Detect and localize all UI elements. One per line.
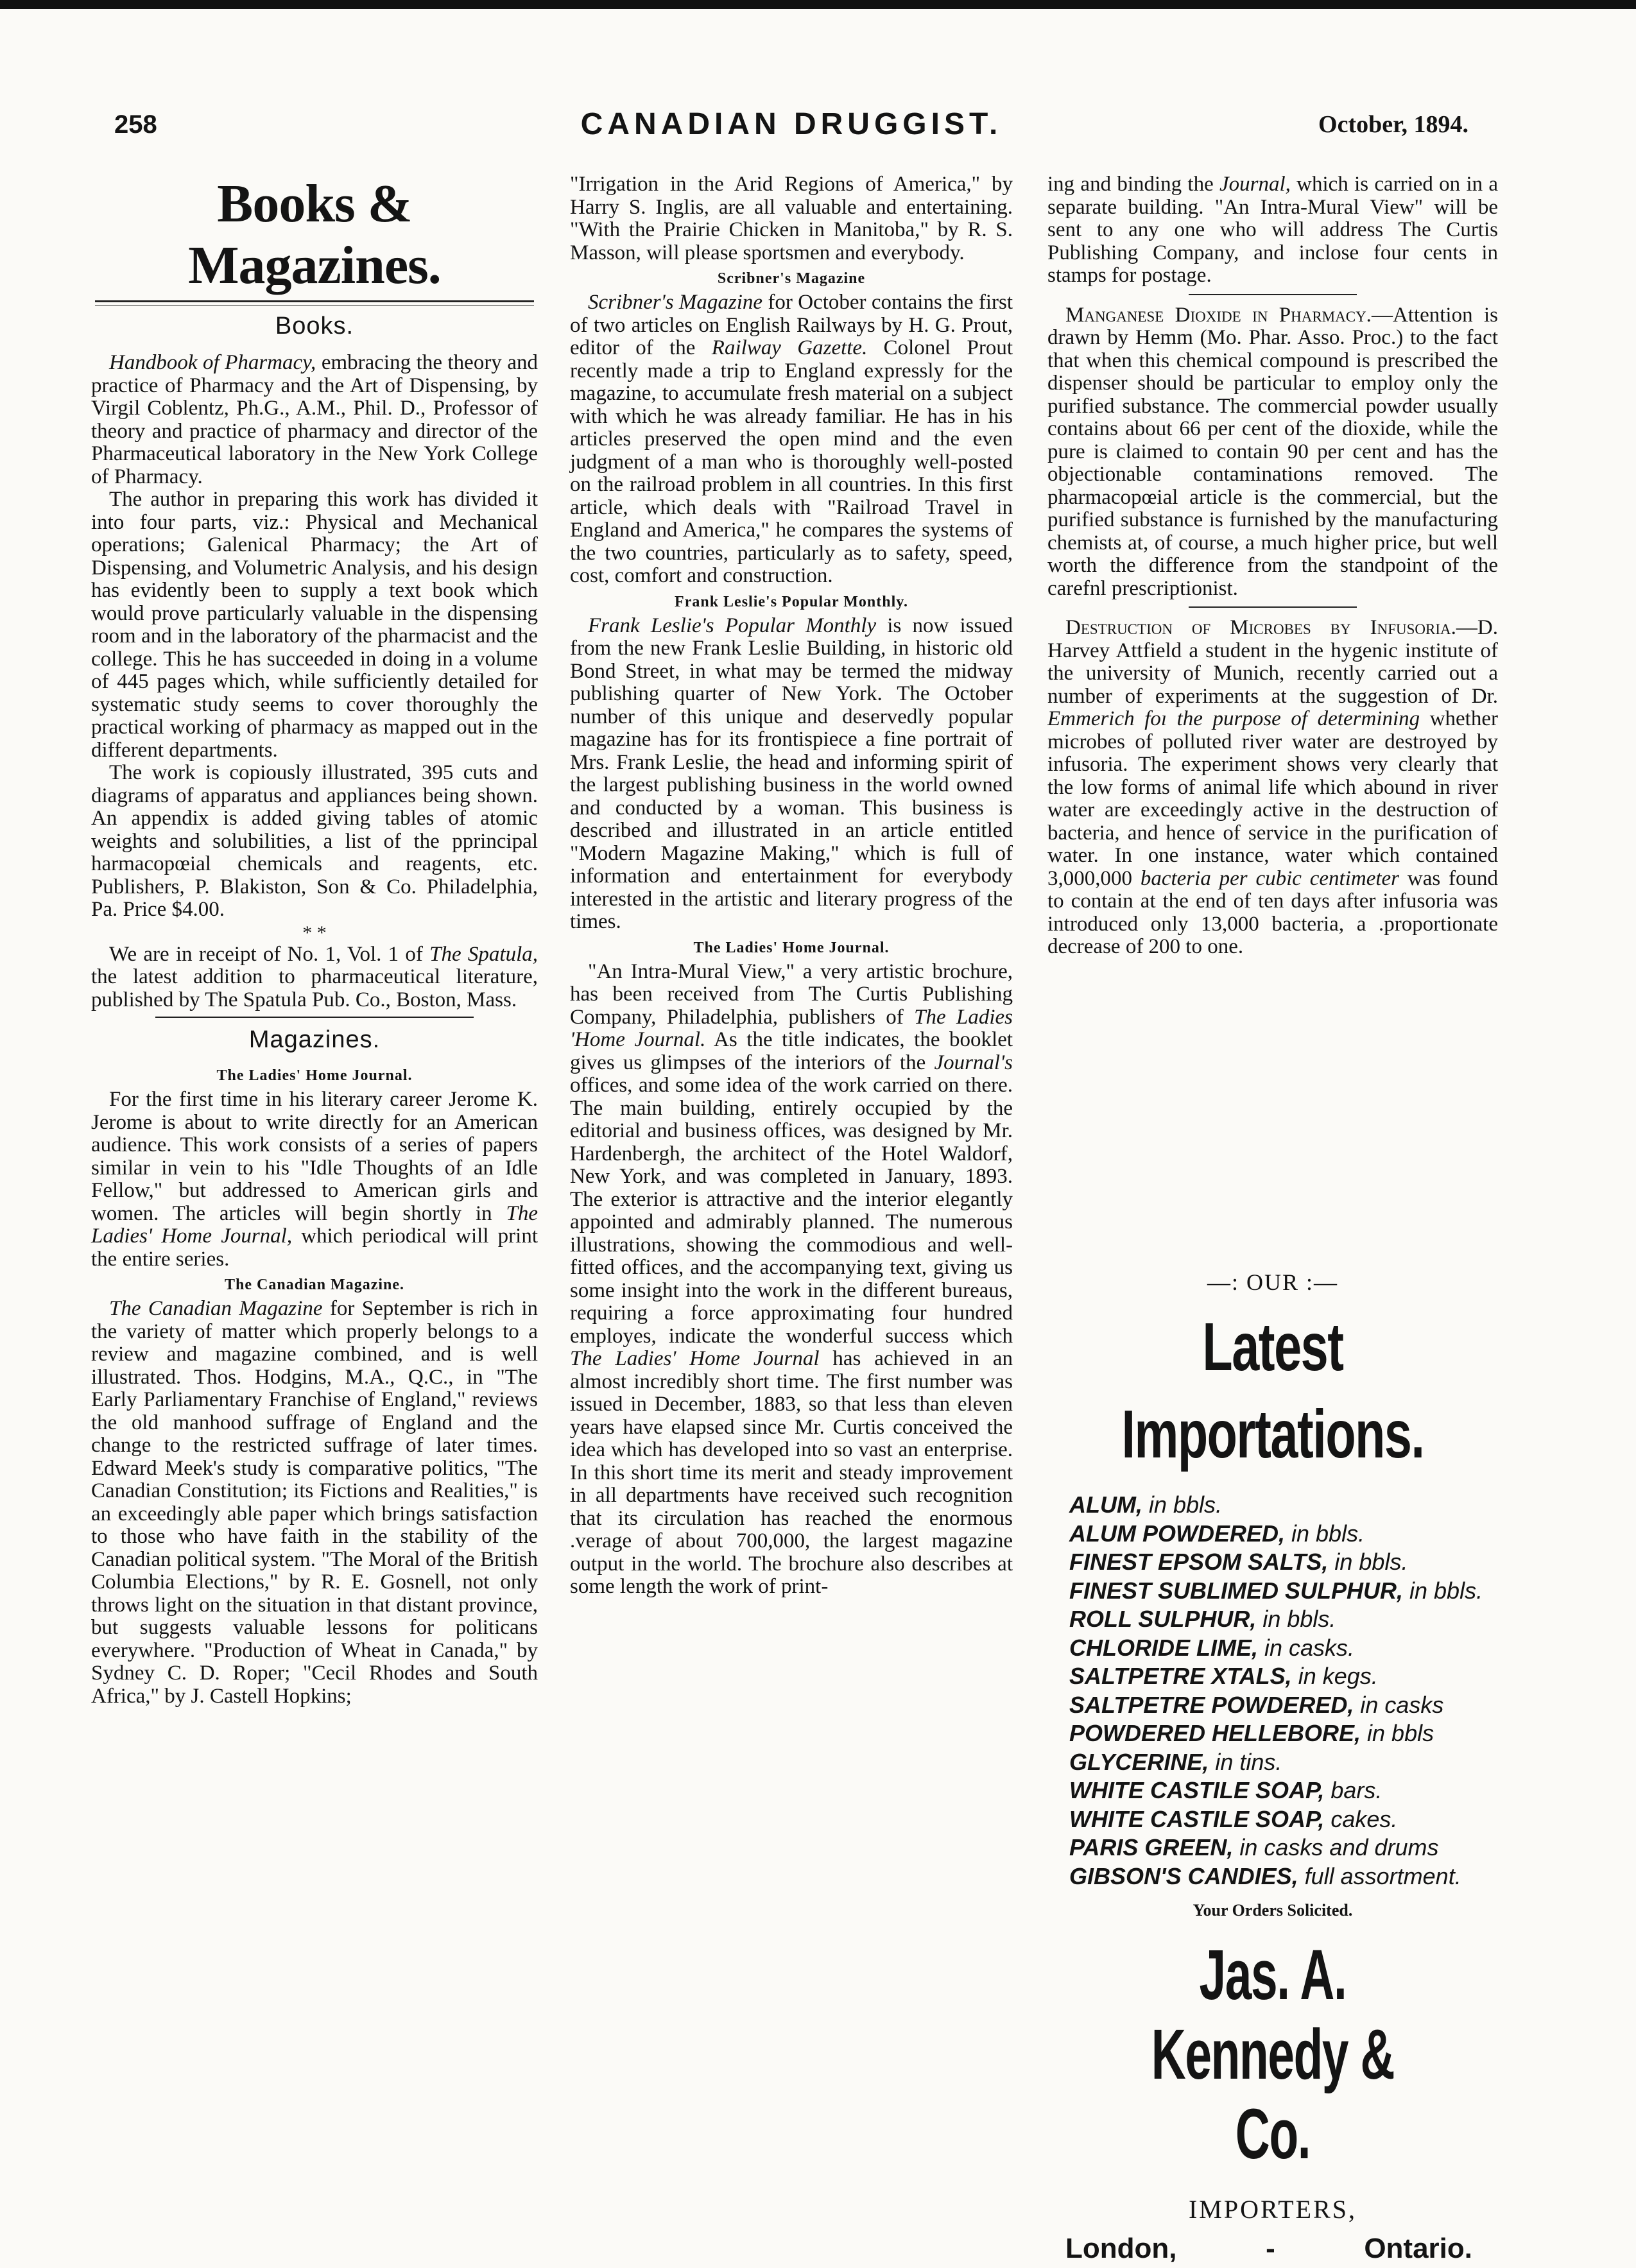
double-rule [95,300,534,305]
advertisement [1047,1267,1498,2268]
column-2 [570,173,1013,1599]
article-paragraph: The work is copiously illustrated, 395 cuts and diagrams of apparatus and appliances being shown. An appendix is added giving tables of atomic weights and solubilities, a list of the pprincipal harmacopœial chemicals and reagents, etc. Publishers, P. Blakiston, Son & Co. Philadelphia, Pa. Price $4.00. [91,761,538,921]
article-paragraph: For the first time in his literary career Jerome K. Jerome is about to write directly for an American audience. This work consists of a series of papers similar in vein to his "Idle Thoughts of an Idle Fellow," but addressed to American girls and women. The articles will begin shortly in The Ladies' Home Journal, which periodical will print the entire series. [91,1088,538,1271]
ad-item: WHITE CASTILE SOAP, cakes. [1069,1805,1398,1832]
ad-item: GIBSON'S CANDIES, full assortment. [1069,1862,1461,1889]
article-paragraph: The Canadian Magazine for September is rich in the variety of matter which properly belongs to a review and magazine combined, and is well illustrated. Thos. Hodgins, M.A., Q.C., in "The Early Parliamentary Franchise of England," reviews the old manhood suffrage of England and the change to the restricted suffrage of later times. Edward Meek's study is comparative politics, "The Canadian Constitution; its Fictions and Realities," is an exceedingly able paper which brings satisfaction to those who have faith in the stability of the Canadian political system. "The Moral of the British Columbia Elections," by R. E. Gosnell, not only throws light on the situation in that distant province, but suggests valuable lessons for politicans everywhere. "Production of Wheat in Canada," by Sydney C. D. Roper; "Cecil Rhodes and South Africa," by J. Castell Hopkins; [91,1297,538,1708]
page-number: 258 [114,110,157,139]
column-3 [1047,173,1498,959]
asterism: * * [302,922,327,943]
article-paragraph: "Irrigation in the Arid Regions of America," by Harry S. Inglis, are all valuable and entertaining. "With the Prairie Chicken in Manitoba," by R. S. Masson, will please sportsmen and everybody. [570,173,1013,264]
article-paragraph: Handbook of Pharmacy, embracing the theory and practice of Pharmacy and the Art of Dispensing, by Virgil Coblentz, Ph.G., A.M., Phil. D., Professor of theory and practice of pharmacy and director of the Pharmaceutical laboratory in the New York College of Pharmacy. [91,351,538,488]
column-1 [91,173,538,1708]
company-role: IMPORTERS, [1188,2195,1357,2224]
article-paragraph: The author in preparing this work has divided it into four parts, viz.: Physical and Mechanical operations; Galenical Pharmacy; the Art of Dispensing, and Volumetric Analysis, and his design has evidently been to supply a text book which would prove particularly valuable in the dispensing room and in the laboratory of the pharmacist and the college. This he has succeeded in doing in a volume of 445 pages which, while sufficiently detailed for systematic study seems to cover thoroughly the practical working of pharmacy as mapped out in the different departments. [91,488,538,762]
ad-orders: Your Orders Solicited. [1193,1901,1353,1920]
ad-item: ALUM, in bbls. [1069,1491,1223,1518]
city: London, [1065,2233,1177,2264]
subheading: The Ladies' Home Journal. [216,1067,413,1084]
ad-item: POWDERED HELLEBORE, in bbls [1069,1720,1434,1746]
subheading: The Ladies' Home Journal. [693,939,890,956]
article-paragraph: Destruction of Microbes by Infusoria.—D. Harvey Attfield a student in the hygenic institute of the university of Munich, recently carried out a number of experiments at the suggestion of Dr. Emmerich foı the purpose of determining whether microbes of polluted river water are destroyed by infusoria. The experiment shows very clearly that the low forms of animal life which abound in river water are exceedingly active in the destruction of bacteria, and hence of service in the purification of water. In one instance, water which contained 3,000,000 bacteria per cubic centimeter was found to contain at the end of ten days after infusoria was introduced only 13,000 bacteria, a .proportionate decrease of 200 to one. [1047,616,1499,958]
ad-item: PARIS GREEN, in casks and drums [1069,1834,1439,1860]
ad-item-list [1047,1491,1498,1891]
subheading: Scribner's Magazine [717,270,866,287]
ad-item: GLYCERINE, in tins. [1069,1748,1282,1775]
top-border [0,0,1636,9]
company-name: Jas. A. Kennedy & Co. [1151,1936,1395,2174]
article-paragraph: "An Intra-Mural View," a very artistic brochure, has been received from The Curtis Publishing Company, Philadelphia, publishers of The Ladies 'Home Journal. As the title indicates, the booklet gives us glimpses of the interiors of the Journal's offices, and some idea of the work carried on there. The main building, entirely occupied by the editorial and business offices, was designed by Mr. Hardenbergh, the architect of the Hotel Waldorf, New York, and was completed in January, 1893. The exterior is attractive and the interior elegantly appointed and admirably planned. The numerous illustrations, showing the commodious and well-fitted offices, and the accompanying text, giving us some insight into the work in the different bureaus, requiring a force approximating four hundred employes, indicate the wonderful success which The Ladies' Home Journal has achieved in an almost incredibly short time. The first number was issued in December, 1883, so that less than eleven years have elapsed since Mr. Curtis conceived the idea which has developed into so vast an enterprise. In this short time its merit and steady improvement in all departments have received such recognition that its circulation has reached the enormous .verage of about 700,000, the largest magazine output in the world. The brochure also describes at some length the work of print- [570,959,1013,1598]
magazines-heading: Magazines. [248,1026,381,1053]
article-paragraph: Frank Leslie's Popular Monthly is now issued from the new Frank Leslie Building, in historic old Bond Street, in what may be termed the midway publishing quarter of New York. The October number of this unique and deservedly popular magazine has for its frontispiece a fine portrait of Mrs. Frank Leslie, the head and informing spirit of the largest publishing business in the world owned and conducted by a woman. This business is described and illustrated in an article entitled "Modern Magazine Making," which is full of information and entertainment for everybody interested in the artistic and literary progress of the times. [570,614,1013,933]
item-title: Manganese Dioxide in Pharmacy. [1065,303,1372,327]
separator: - [1266,2233,1275,2264]
item-title: Destruction of Microbes by Infusoria. [1065,616,1456,639]
ad-item: SALTPETRE POWDERED, in casks [1069,1691,1444,1718]
masthead: CANADIAN DRUGGIST. [580,107,1003,141]
ad-item: FINEST SUBLIMED SULPHUR, in bbls. [1069,1577,1483,1604]
company-location [1047,2227,1498,2268]
rule [1189,294,1357,295]
ad-our: —: OUR :— [1207,1269,1338,1295]
rule [1189,606,1357,608]
page-header [114,107,1468,149]
article-paragraph: Scribner's Magazine for October contains the first of two articles on English Railways by H. G. Prout, editor of the Railway Gazette. Colonel Prout recently made a trip to England expressly for the magazine, to accumulate fresh material on a subject with which he was already familiar. He has in his articles preserved the open mind and the even judgment of a man who is thoroughly well-posted on the railroad problem in all countries. In this first article, which deals with "Railroad Travel in England and America," he compares the systems of the two countries, particularly as to safety, speed, cost, comfort and construction. [570,291,1013,587]
article-paragraph: We are in receipt of No. 1, Vol. 1 of The Spatula, the latest addition to pharmaceutical literature, published by The Spatula Pub. Co., Boston, Mass. [91,942,538,1011]
article-paragraph: ing and binding the Journal, which is carried on in a separate building. "An Intra-Mural View" will be sent to any one who will address The Curtis Publishing Company, and inclose four cents in stamps for postage. [1047,173,1499,287]
article-paragraph: Manganese Dioxide in Pharmacy.—Attention is drawn by Hemm (Mo. Phar. Asso. Proc.) to the fact that when this chemical compound is prescribed the dispenser should be particular to employ only the purified substance. The commercial powder usually contains about 66 per cent of the dioxide, while the pure is claimed to contain 90 per cent and has the objectionable contaminations removed. The pharmacopœial article is the commercial, but the purified substance is furnished by the manufacturing chemists at, of course, a much higher price, but well worth the difference from the standpoint of the carefnl prescriptionist. [1047,303,1498,600]
ad-item: ROLL SULPHUR, in bbls. [1069,1606,1336,1632]
subheading: Frank Leslie's Popular Monthly. [675,593,908,610]
rule [155,1017,474,1018]
books-heading: Books. [275,313,354,339]
ad-item: SALTPETRE XTALS, in kegs. [1069,1663,1378,1689]
issue-date: October, 1894. [1318,111,1468,138]
ad-item: ALUM POWDERED, in bbls. [1069,1520,1365,1547]
province: Ontario. [1364,2233,1472,2264]
ad-item: FINEST EPSOM SALTS, in bbls. [1069,1549,1408,1575]
section-title: Books & Magazines. [188,174,441,295]
ad-item: WHITE CASTILE SOAP, bars. [1069,1777,1382,1803]
subheading: The Canadian Magazine. [224,1276,405,1293]
ad-item: CHLORIDE LIME, in casks. [1069,1634,1355,1661]
ad-headline: Latest Importations. [1121,1309,1424,1472]
